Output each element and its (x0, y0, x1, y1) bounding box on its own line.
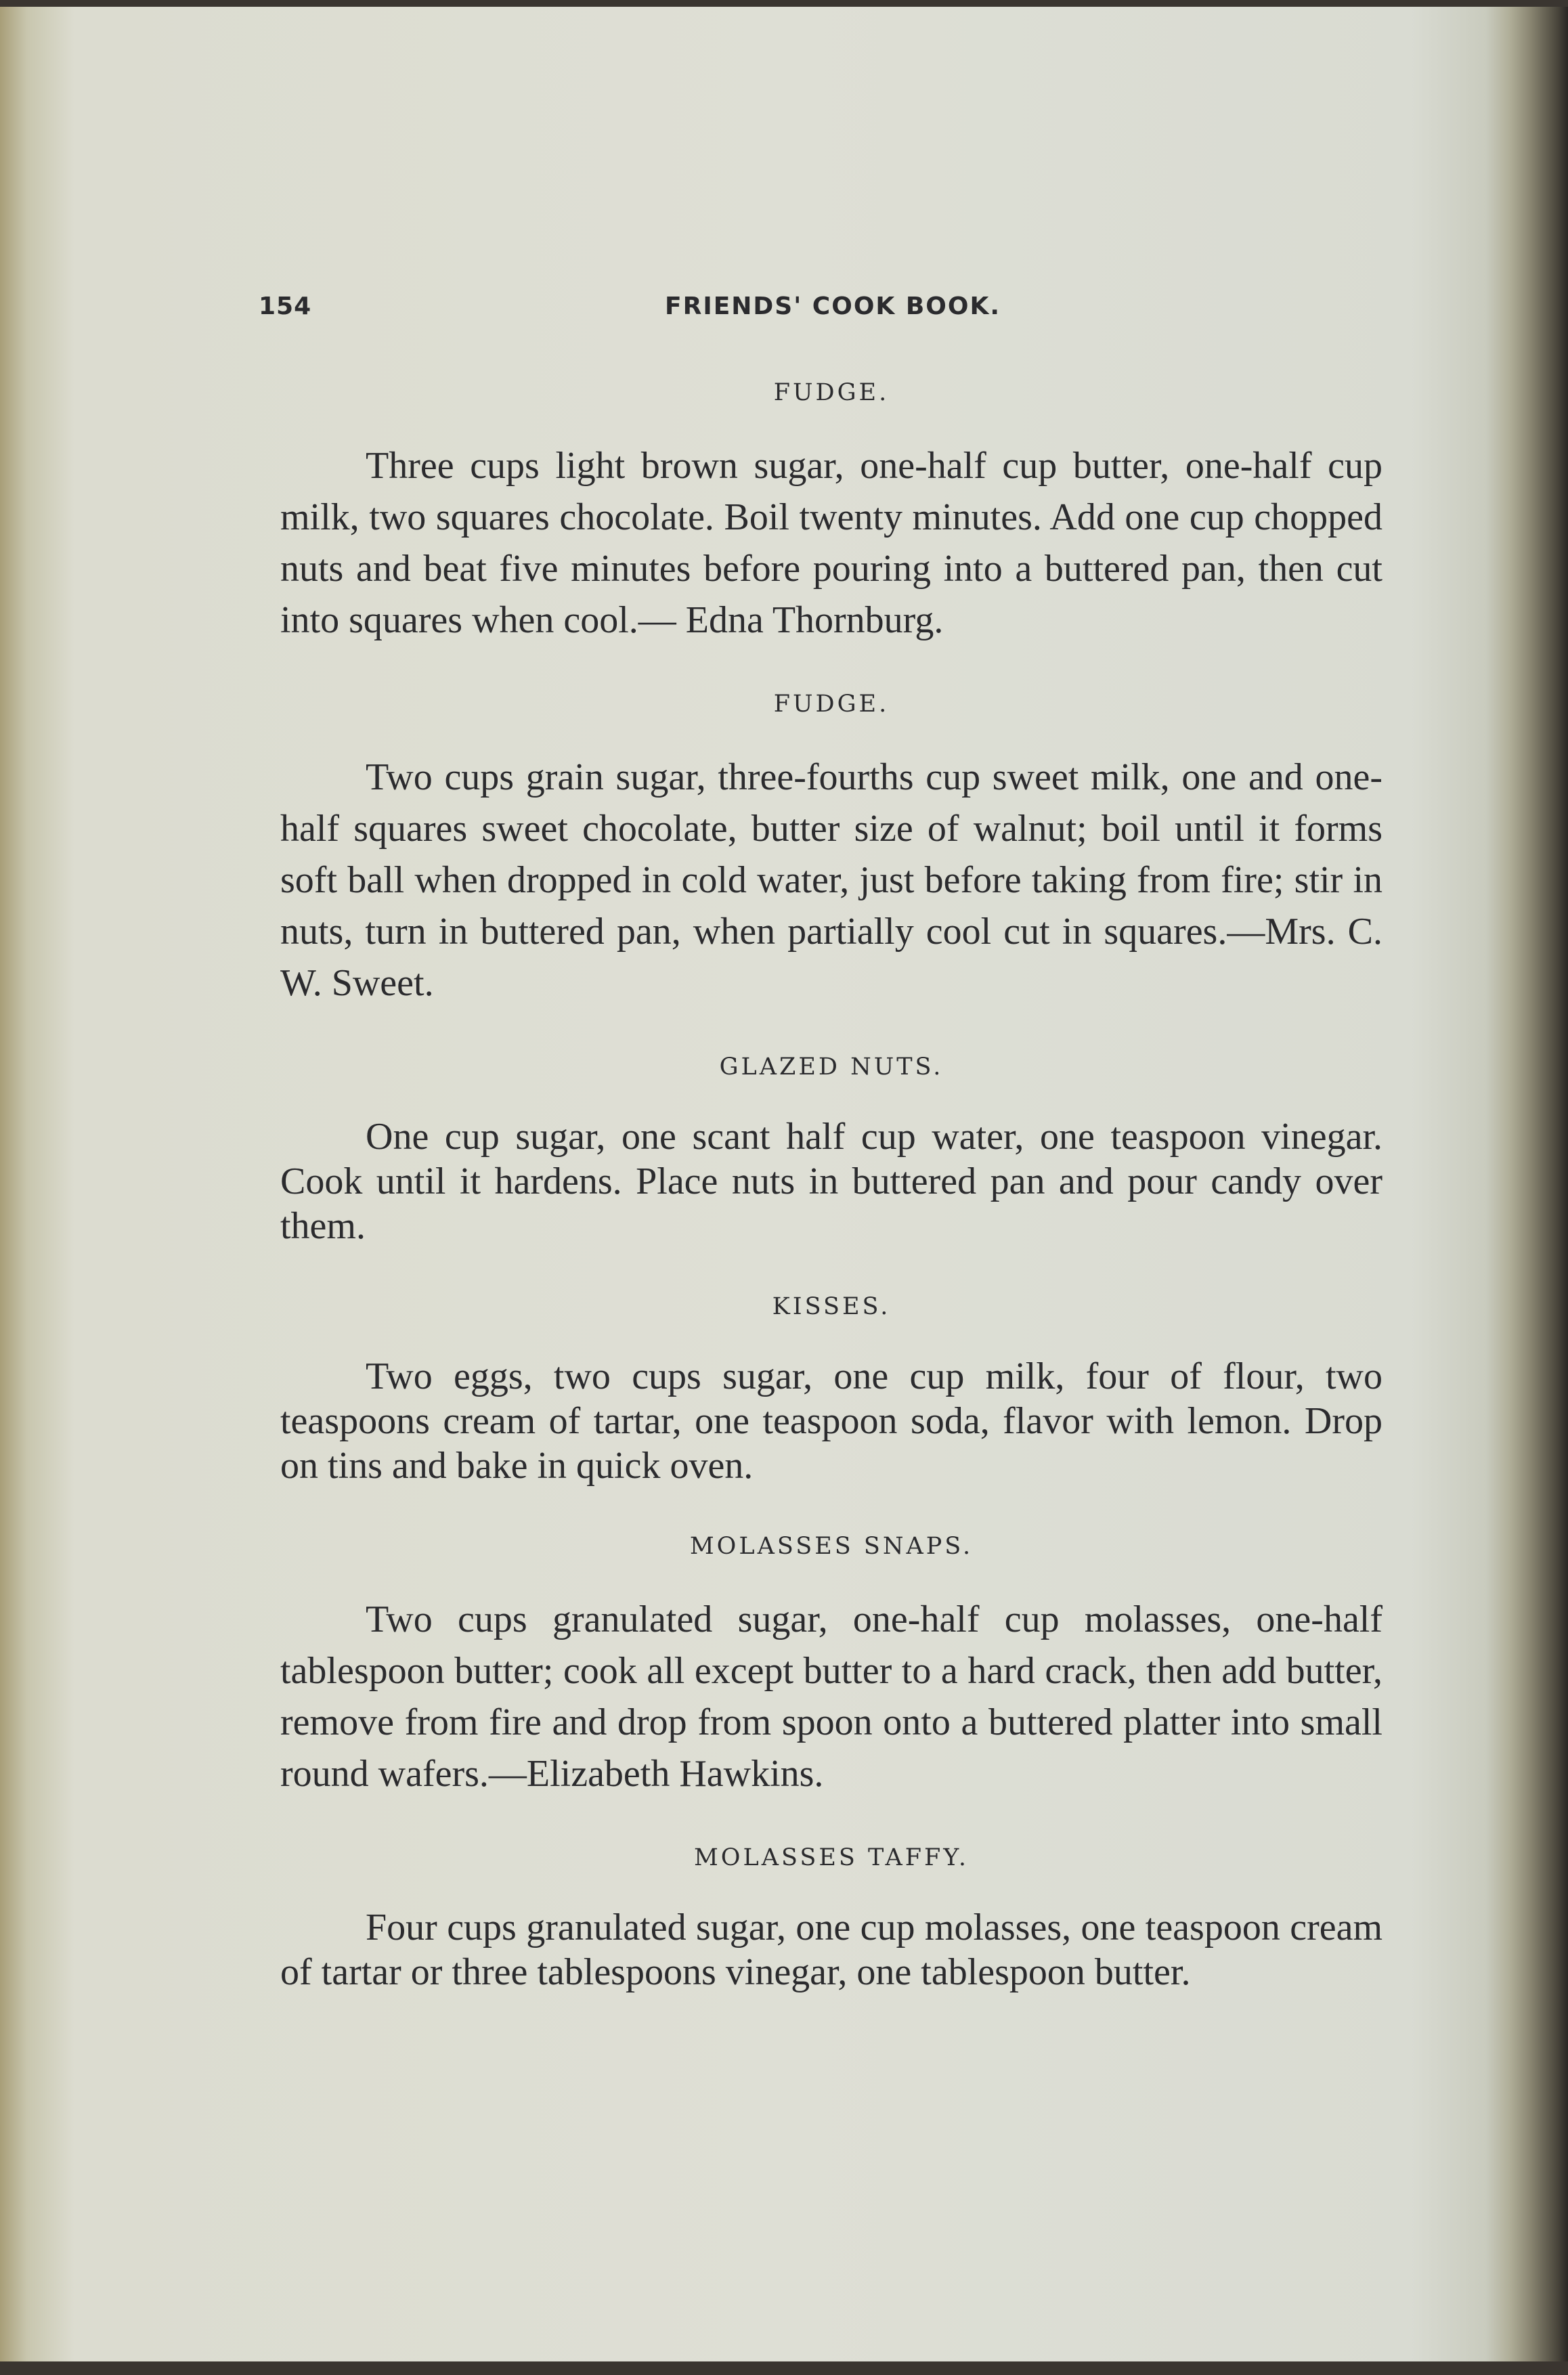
recipe-body: Four cups granulated sugar, one cup molasses, one teaspoon cream of tartar or three tablespoons vinegar, one tablespoon butter. (280, 1906, 1382, 1993)
page-bottom-edge (0, 2361, 1568, 2375)
recipe-body: Three cups light brown sugar, one-half cup butter, one-half cup milk, two squares chocolate. Boil twenty minutes. Add one cup chopped nuts and beat five minutes before pouring into a buttered pan, then cut into squares when cool.— Edna Thornburg. (280, 445, 1382, 641)
recipe-fudge-1 (280, 379, 1382, 646)
recipe-title: FUDGE. (773, 691, 890, 718)
page-number: 154 (259, 292, 312, 320)
recipe-title: KISSES. (772, 1293, 891, 1320)
page-top-edge (0, 0, 1568, 7)
recipe-body: One cup sugar, one scant half cup water, one teaspoon vinegar. Cook until it hardens. Place nuts in buttered pan and pour candy over them. (280, 1116, 1382, 1247)
recipe-body: Two cups grain sugar, three-fourths cup sweet milk, one and one-half squares sweet chocolate, butter size of walnut; boil until it forms soft ball when dropped in cold water, just before taking from fire; stir in nuts, turn in buttered pan, when partially cool cut in squares.—Mrs. C. W. Sweet. (280, 756, 1382, 1004)
page-header (259, 292, 1382, 333)
page-content (280, 379, 1382, 1995)
recipe-body: Two eggs, two cups sugar, one cup milk, four of flour, two teaspoons cream of tartar, one teaspoon soda, flavor with lemon. Drop on tins and bake in quick oven. (280, 1355, 1382, 1487)
recipe-kisses (280, 1293, 1382, 1488)
recipe-glazed-nuts (280, 1053, 1382, 1248)
recipe-molasses-snaps (280, 1533, 1382, 1800)
recipe-title: GLAZED NUTS. (719, 1053, 944, 1081)
recipe-title: MOLASSES TAFFY. (693, 1844, 970, 1871)
recipe-molasses-taffy (280, 1844, 1382, 1995)
running-title: FRIENDS' COOK BOOK. (665, 292, 1001, 320)
recipe-title: FUDGE. (773, 379, 890, 406)
recipe-fudge-2 (280, 691, 1382, 1009)
recipe-body: Two cups granulated sugar, one-half cup molasses, one-half tablespoon butter; cook all except butter to a hard crack, then add butter, remove from fire and drop from spoon onto a buttered platter into small round wafers.—Elizabeth Hawkins. (280, 1598, 1382, 1795)
recipe-title: MOLASSES SNAPS. (689, 1533, 974, 1560)
